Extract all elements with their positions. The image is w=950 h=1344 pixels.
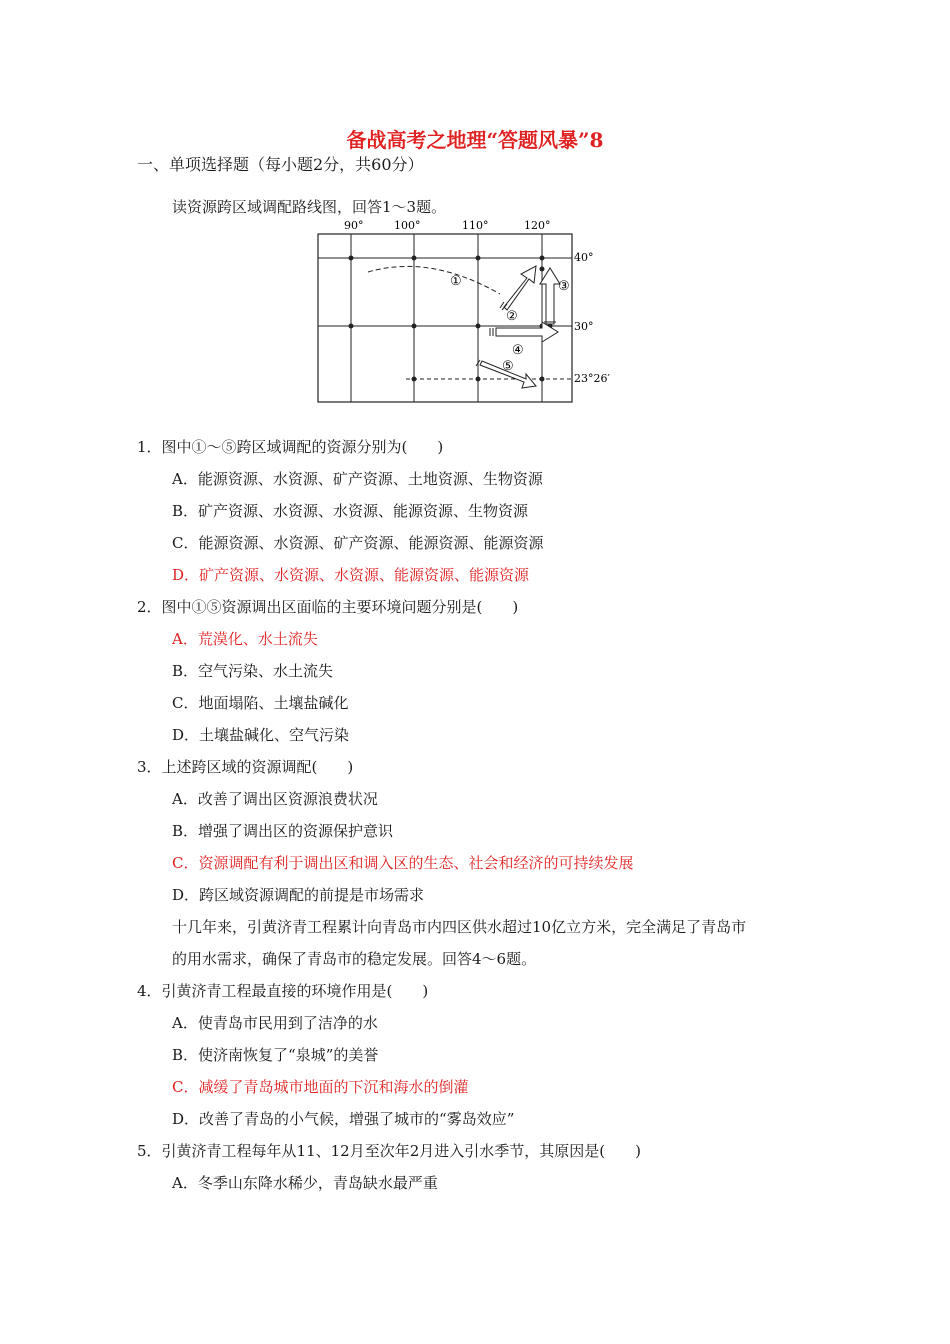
lat-label-tropic: 23°26′	[574, 372, 610, 385]
question-2-option-d: D．土壤盐碱化、空气污染	[172, 726, 350, 744]
lon-label-110: 110°	[462, 219, 489, 232]
route-4-label: ④	[512, 343, 524, 358]
question-3-option-d: D．跨区域资源调配的前提是市场需求	[172, 886, 425, 904]
route-2-arrow	[500, 266, 536, 310]
lon-label-100: 100°	[394, 219, 421, 232]
question-4-option-a: A．使青岛市民用到了洁净的水	[172, 1014, 378, 1032]
question-3-option-a: A．改善了调出区资源浪费状况	[172, 790, 378, 808]
lon-label-120: 120°	[524, 219, 551, 232]
route-2-label: ②	[506, 309, 518, 324]
question-3-option-b: B．增强了调出区的资源保护意识	[172, 822, 394, 840]
question-5-stem: 5．引黄济青工程每年从11、12月至次年2月进入引水季节，其原因是( )	[137, 1142, 641, 1160]
question-1-option-c: C．能源资源、水资源、矿产资源、能源资源、能源资源	[172, 534, 544, 552]
page-title: 备战高考之地理“答题风暴”8	[346, 128, 604, 152]
question-2-option-a-answer: A．荒漠化、水土流失	[172, 630, 318, 648]
passage-line-2: 的用水需求，确保了青岛市的稳定发展。回答4～6题。	[172, 950, 537, 968]
question-2-stem: 2．图中①⑤资源调出区面临的主要环境问题分别是( )	[137, 598, 519, 616]
question-2-option-b: B．空气污染、水土流失	[172, 662, 334, 680]
question-4-option-b: B．使济南恢复了“泉城”的美誉	[172, 1046, 379, 1064]
resource-route-map	[310, 214, 610, 406]
section-heading: 一、单项选择题（每小题2分，共60分）	[137, 155, 424, 174]
question-1-stem: 1．图中①～⑤跨区域调配的资源分别为( )	[137, 438, 444, 456]
lat-label-30: 30°	[574, 320, 594, 333]
route-3-arrow	[540, 268, 560, 324]
route-5-label: ⑤	[502, 359, 514, 374]
lon-label-90: 90°	[344, 219, 364, 232]
passage-line-1: 十几年来，引黄济青工程累计向青岛市内四区供水超过10亿立方米，完全满足了青岛市	[172, 918, 747, 936]
question-3-stem: 3．上述跨区域的资源调配( )	[137, 758, 354, 776]
question-2-option-c: C．地面塌陷、土壤盐碱化	[172, 694, 349, 712]
question-1-option-b: B．矿产资源、水资源、水资源、能源资源、生物资源	[172, 502, 529, 520]
route-1-line	[368, 266, 500, 294]
question-4-option-d: D．改善了青岛的小气候，增强了城市的“雾岛效应”	[172, 1110, 515, 1128]
map-frame	[318, 234, 572, 402]
question-1-option-a: A．能源资源、水资源、矿产资源、土地资源、生物资源	[172, 470, 543, 488]
question-4-stem: 4．引黄济青工程最直接的环境作用是( )	[137, 982, 429, 1000]
question-5-option-a: A．冬季山东降水稀少，青岛缺水最严重	[172, 1174, 438, 1192]
question-1-option-d-answer: D．矿产资源、水资源、水资源、能源资源、能源资源	[172, 566, 530, 584]
question-4-option-c-answer: C．减缓了青岛城市地面的下沉和海水的倒灌	[172, 1078, 469, 1096]
lat-label-40: 40°	[574, 251, 594, 264]
intro-text: 读资源跨区域调配路线图，回答1～3题。	[172, 198, 447, 216]
route-1-label: ①	[450, 274, 462, 289]
question-3-option-c-answer: C．资源调配有利于调出区和调入区的生态、社会和经济的可持续发展	[172, 854, 634, 872]
route-3-label: ③	[558, 279, 570, 294]
